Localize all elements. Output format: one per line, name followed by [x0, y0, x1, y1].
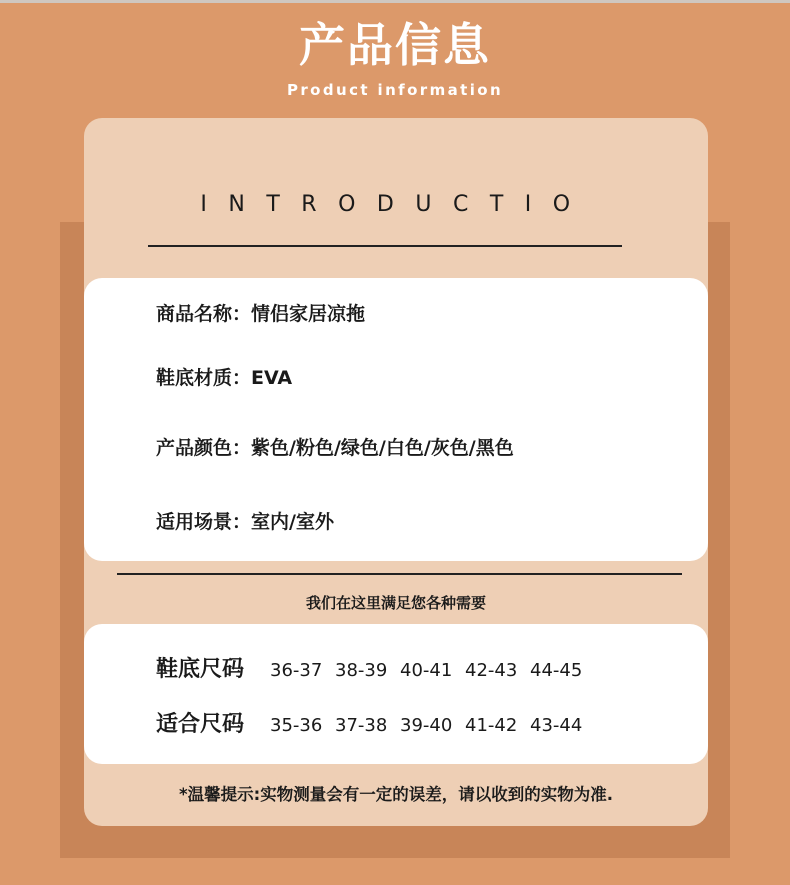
warm-tip: *温馨提示:实物测量会有一定的误差，请以收到的实物为准.: [179, 785, 613, 804]
size-row-fit: [156, 710, 595, 741]
size-value: 37-38: [335, 715, 388, 736]
size-box: [84, 624, 708, 764]
intro-heading: INTRODUCTIO: [200, 192, 592, 217]
info-value: 室内/室外: [251, 511, 334, 533]
size-value: 43-44: [530, 715, 583, 736]
info-value: 情侣家居凉拖: [251, 303, 366, 325]
info-label: 适用场景：: [156, 511, 252, 533]
section-divider: [117, 573, 682, 575]
size-value: 42-43: [465, 660, 518, 681]
info-value: EVA: [251, 367, 293, 389]
size-label: 鞋底尺码: [156, 657, 245, 682]
intro-divider: [148, 245, 622, 247]
page-title: 产品信息: [299, 18, 491, 72]
size-value: 35-36: [270, 715, 323, 736]
size-value: 41-42: [465, 715, 518, 736]
info-label: 产品颜色：: [156, 437, 252, 459]
size-value: 36-37: [270, 660, 323, 681]
size-value: 39-40: [400, 715, 453, 736]
size-label: 适合尺码: [156, 712, 245, 737]
info-row-material: [156, 365, 292, 391]
page-subtitle: Product information: [286, 81, 504, 99]
top-border: [0, 0, 790, 3]
info-row-name: [156, 301, 365, 327]
size-value: 38-39: [335, 660, 388, 681]
size-value: 44-45: [530, 660, 583, 681]
info-value: 紫色/粉色/绿色/白色/灰色/黑色: [251, 437, 514, 459]
size-value: 40-41: [400, 660, 453, 681]
need-text: 我们在这里满足您各种需要: [305, 594, 486, 612]
info-row-color: [156, 435, 514, 461]
info-label: 鞋底材质：: [156, 367, 252, 389]
info-row-scene: [156, 509, 334, 535]
size-row-sole: [156, 655, 595, 686]
info-label: 商品名称：: [156, 303, 252, 325]
